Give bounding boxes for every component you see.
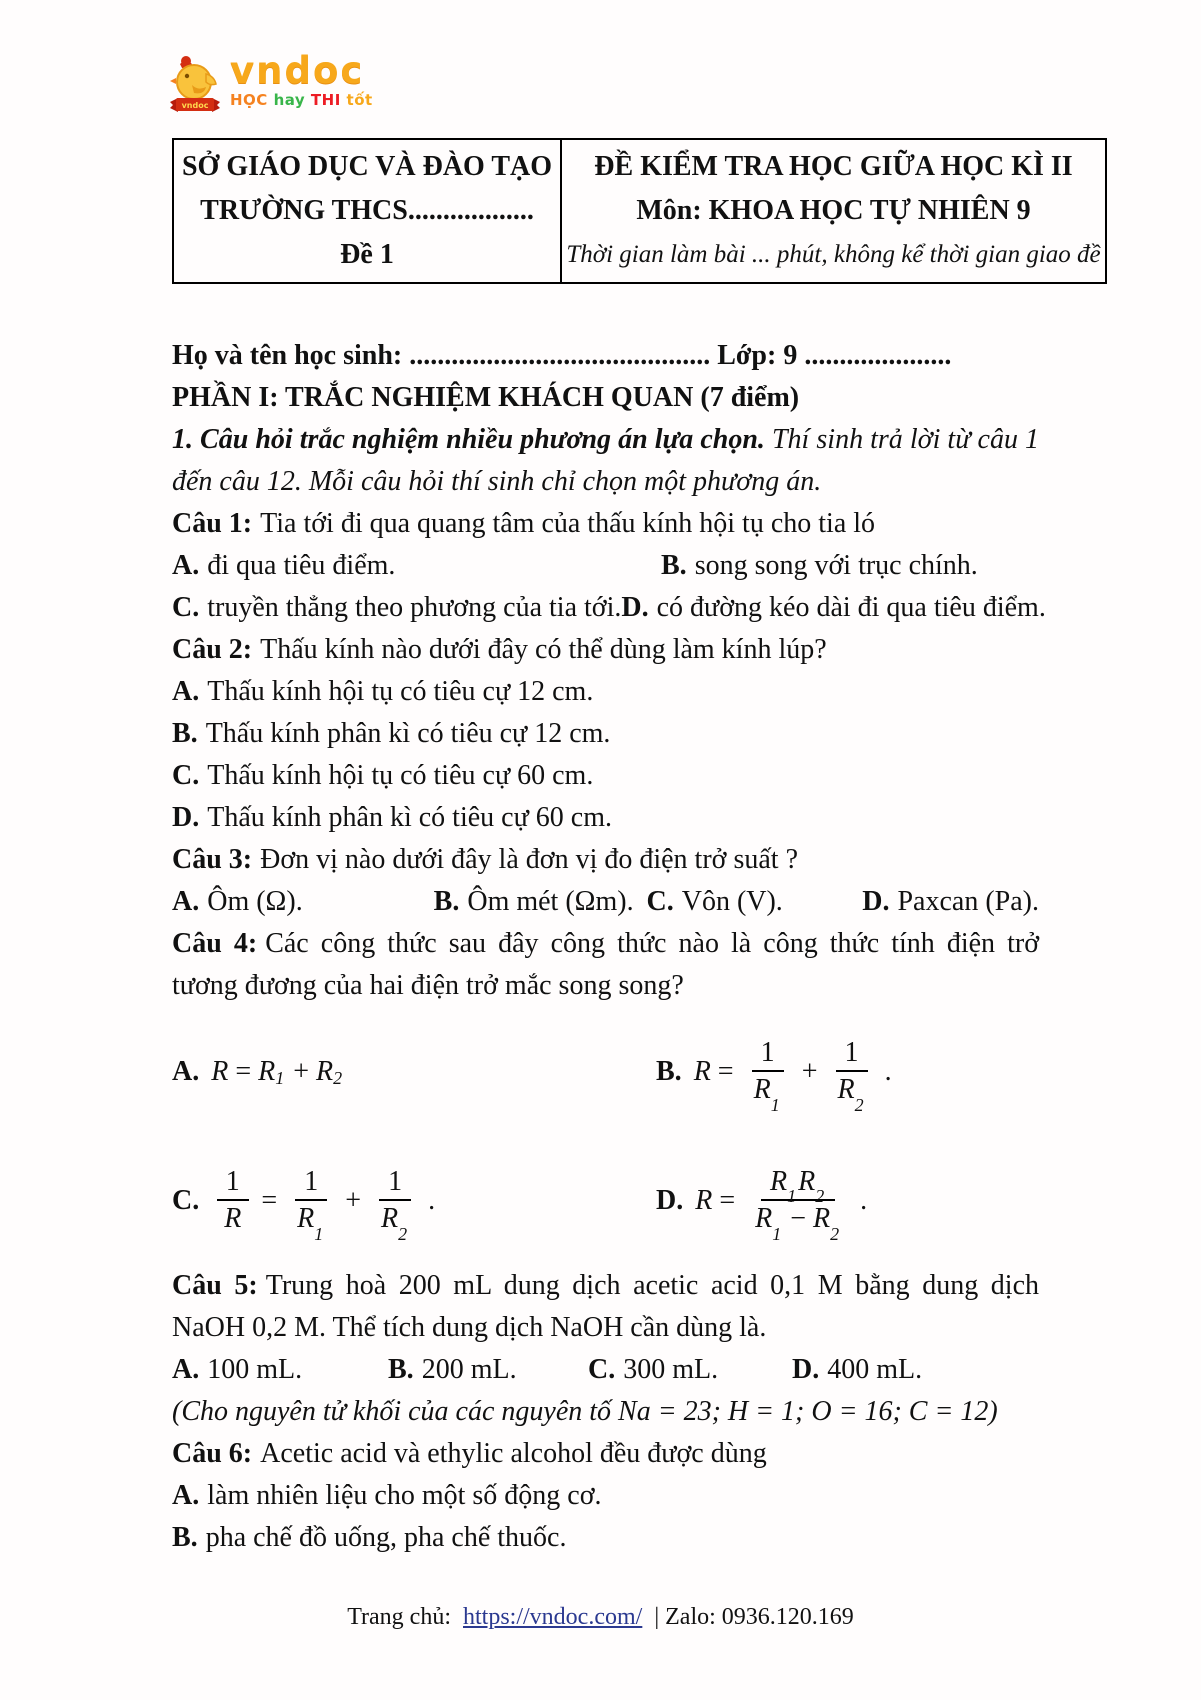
home-link[interactable]: https://vndoc.com/	[463, 1604, 643, 1630]
student-name-blank: ...........................................	[409, 340, 711, 371]
part1-intro	[172, 419, 1039, 503]
school-line: TRƯỜNG THCS..................	[200, 195, 534, 226]
question-3-options-row	[172, 881, 1039, 923]
q2-option-c: C. Thấu kính hội tụ có tiêu cự 60 cm.	[172, 760, 594, 791]
q4-option-c: C. $\frac{1}{R}$ = $\frac{1}{R_1}$ + $\frac{1}{R_2}$ .	[172, 1165, 436, 1244]
exam-header-table	[172, 138, 1107, 284]
q3-option-d: D. Paxcan (Pa).	[862, 886, 1039, 917]
question-3	[172, 839, 1039, 881]
student-info-line	[172, 335, 1039, 377]
q5-option-d: D. 400 mL.	[792, 1354, 923, 1385]
q3-option-a: A. Ôm (Ω).	[172, 886, 303, 917]
q4-option-b: B. R = $\frac{1}{R_1}$ + $\frac{1}{R_2}$ .	[656, 1036, 892, 1115]
question-3-label: Câu 3:	[172, 844, 253, 875]
page-footer	[0, 1604, 1201, 1631]
question-6-text: Acetic acid và ethylic alcohol đều được dùng	[260, 1438, 767, 1469]
chicken-mascot-icon	[166, 52, 224, 123]
q2-option-b: B. Thấu kính phân kì có tiêu cự 12 cm.	[172, 718, 611, 749]
header-left-cell	[174, 140, 562, 282]
formula-a: R = R $_1$ + R $_2$	[211, 1055, 343, 1088]
q3-option-b: B. Ôm mét (Ωm).	[433, 886, 634, 917]
question-4-text: Các công thức sau đây công thức nào là công thức tính điện trở tương đương của hai điện trở mắc song song?	[172, 928, 1039, 1001]
question-1-options-row-1	[172, 545, 1039, 587]
question-5-label: Câu 5:	[172, 1270, 258, 1301]
q5-option-b: B. 200 mL.	[388, 1354, 517, 1385]
formula-b: R = $\frac{1}{R_1}$ + $\frac{1}{R_2}$ .	[693, 1036, 892, 1115]
footer-zalo-text: | Zalo: 0936.120.169	[654, 1604, 854, 1630]
question-5-options-row	[172, 1349, 1039, 1391]
q1-option-d: D. có đường kéo dài đi qua tiêu điểm.	[621, 592, 1046, 623]
question-6	[172, 1433, 1039, 1475]
question-2-text: Thấu kính nào dưới đây có thể dùng làm kính lúp?	[260, 634, 827, 665]
question-3-text: Đơn vị nào dưới đây là đơn vị đo điện trở suất ?	[260, 844, 798, 875]
part1-intro-italic: Thí sinh trả lời từ câu 1 đến câu 12. Mỗi câu hỏi thí sinh chỉ chọn một phương án.	[172, 424, 1040, 497]
question-1-options-row-2	[172, 587, 1046, 629]
vndoc-logo	[166, 49, 373, 123]
q2-option-a: A. Thấu kính hội tụ có tiêu cự 12 cm.	[172, 676, 594, 707]
brand-wordmark: vndoc	[230, 49, 365, 92]
formula-c: $\frac{1}{R}$ = $\frac{1}{R_1}$ + $\frac{1}{R_2}$ .	[211, 1166, 435, 1235]
duration-line: Thời gian làm bài ... phút, không kể thời gian giao đề	[566, 241, 1101, 268]
question-5-text: Trung hoà 200 mL dung dịch acetic acid 0,1 M bằng dung dịch NaOH 0,2 M. Thể tích dung dịch NaOH cần dùng là.	[172, 1270, 1039, 1343]
question-4	[172, 923, 1039, 1007]
q4-option-a: A. R = R $_1$ + R $_2$	[172, 1055, 343, 1088]
question-2	[172, 629, 1039, 671]
question-1-label: Câu 1:	[172, 508, 253, 539]
department-line: SỞ GIÁO DỤC VÀ ĐÀO TẠO	[181, 151, 552, 182]
q1-option-b: B. song song với trục chính.	[661, 550, 978, 581]
footer-home-label: Trang chủ:	[347, 1604, 451, 1630]
question-4-label: Câu 4:	[172, 928, 258, 959]
formula-d: R = $\frac{R_1R_2}{R_1 - R_2}$ .	[695, 1165, 868, 1244]
q5-option-c: C. 300 mL.	[588, 1354, 719, 1385]
exam-code: Đề 1	[340, 239, 394, 270]
class-label: Lớp: 9	[717, 340, 798, 371]
question-6-label: Câu 6:	[172, 1438, 253, 1469]
brand-tagline: HỌC hay THI tốt	[230, 91, 373, 109]
q5-option-a: A. 100 mL.	[172, 1354, 303, 1385]
q5-atomic-mass-note: (Cho nguyên tử khối của các nguyên tố Na = 23; H = 1; O = 16; C = 12)	[172, 1396, 998, 1427]
banner-text: vndoc	[181, 101, 209, 110]
question-1	[172, 503, 1039, 545]
q2-option-d: D. Thấu kính phân kì có tiêu cự 60 cm.	[172, 802, 612, 833]
student-name-label: Họ và tên học sinh:	[172, 340, 403, 371]
question-1-text: Tia tới đi qua quang tâm của thấu kính hội tụ cho tia ló	[260, 508, 876, 539]
subject-line: Môn: KHOA HỌC TỰ NHIÊN 9	[636, 195, 1031, 226]
q3-option-c: C. Vôn (V).	[646, 886, 783, 917]
class-blank: .....................	[804, 340, 952, 371]
part1-intro-bold: 1. Câu hỏi trắc nghiệm nhiều phương án lựa chọn.	[172, 424, 765, 455]
question-2-label: Câu 2:	[172, 634, 253, 665]
q1-option-c: C. truyền thẳng theo phương của tia tới.	[172, 592, 622, 623]
question-4-formula-row-1	[172, 1007, 1039, 1136]
q4-option-d: D. R = $\frac{R_1R_2}{R_1 - R_2}$ .	[656, 1165, 868, 1244]
q6-option-b: B. pha chế đồ uống, pha chế thuốc.	[172, 1522, 567, 1553]
q6-option-a: A. làm nhiên liệu cho một số động cơ.	[172, 1480, 602, 1511]
question-5	[172, 1265, 1039, 1349]
exam-title: ĐỀ KIỂM TRA HỌC GIỮA HỌC KÌ II	[594, 151, 1073, 182]
question-4-formula-row-2	[172, 1136, 1039, 1265]
header-right-cell	[562, 140, 1105, 282]
part1-title: PHẦN I: TRẮC NGHIỆM KHÁCH QUAN (7 điểm)	[172, 382, 800, 413]
q1-option-a: A. đi qua tiêu điểm.	[172, 550, 396, 581]
